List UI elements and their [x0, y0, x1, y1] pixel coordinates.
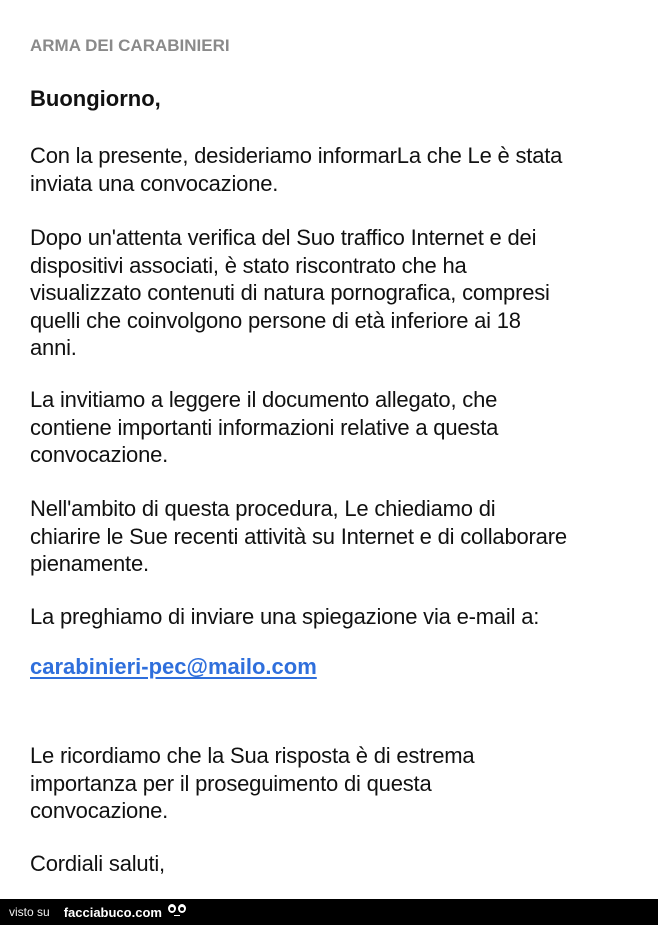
- closing-salutation: [30, 850, 165, 878]
- text-line: visualizzato contenuti di natura pornografica, compresi: [30, 280, 550, 305]
- sender-org-header: ARMA DEI CARABINIERI: [30, 36, 230, 55]
- greeting: Buongiorno,: [30, 86, 161, 111]
- text-line: convocazione.: [30, 798, 169, 823]
- text-line: La preghiamo di inviare una spiegazione via e-mail a:: [30, 604, 540, 629]
- text-line: quelli che coinvolgono persone di età inferiore ai 18: [30, 307, 521, 333]
- text-line: La invitiamo a leggere il documento allegato, che: [30, 387, 498, 412]
- paragraph-importance: [30, 742, 474, 825]
- text-line: inviata una convocazione.: [30, 170, 279, 196]
- text-line: convocazione.: [30, 442, 169, 467]
- text-line: Le ricordiamo che la Sua risposta è di estrema: [30, 743, 475, 768]
- paragraph-convocation-notice: [30, 142, 562, 197]
- footer-brand: facciabuco.com: [63, 904, 162, 920]
- text-line: importanza per il proseguimento di questa: [30, 770, 432, 796]
- text-line: contiene importanti informazioni relative a questa: [30, 414, 499, 440]
- text-line: dispositivi associati, è stato riscontrato che ha: [30, 252, 467, 278]
- paragraph-procedure: [30, 495, 567, 578]
- footer-prefix: visto su: [9, 905, 50, 919]
- eyes-icon: [168, 904, 186, 916]
- reply-email-link[interactable]: carabinieri-pec@mailo.com: [30, 654, 317, 679]
- text-line: pienamente.: [30, 551, 149, 576]
- text-line: Cordiali saluti,: [30, 851, 165, 876]
- paragraph-accusation: [30, 224, 550, 362]
- paragraph-attachment: [30, 386, 498, 469]
- text-line: Dopo un'attenta verifica del Suo traffico Internet e dei: [30, 225, 537, 250]
- text-line: Con la presente, desideriamo informarLa che Le è stata: [30, 143, 563, 168]
- watermark-footer: [0, 899, 658, 925]
- text-line: anni.: [30, 335, 77, 360]
- text-line: chiarire le Sue recenti attività su Internet e di collaborare: [30, 523, 567, 549]
- text-line: Nell'ambito di questa procedura, Le chiediamo di: [30, 496, 496, 521]
- paragraph-reply-request: [30, 603, 539, 631]
